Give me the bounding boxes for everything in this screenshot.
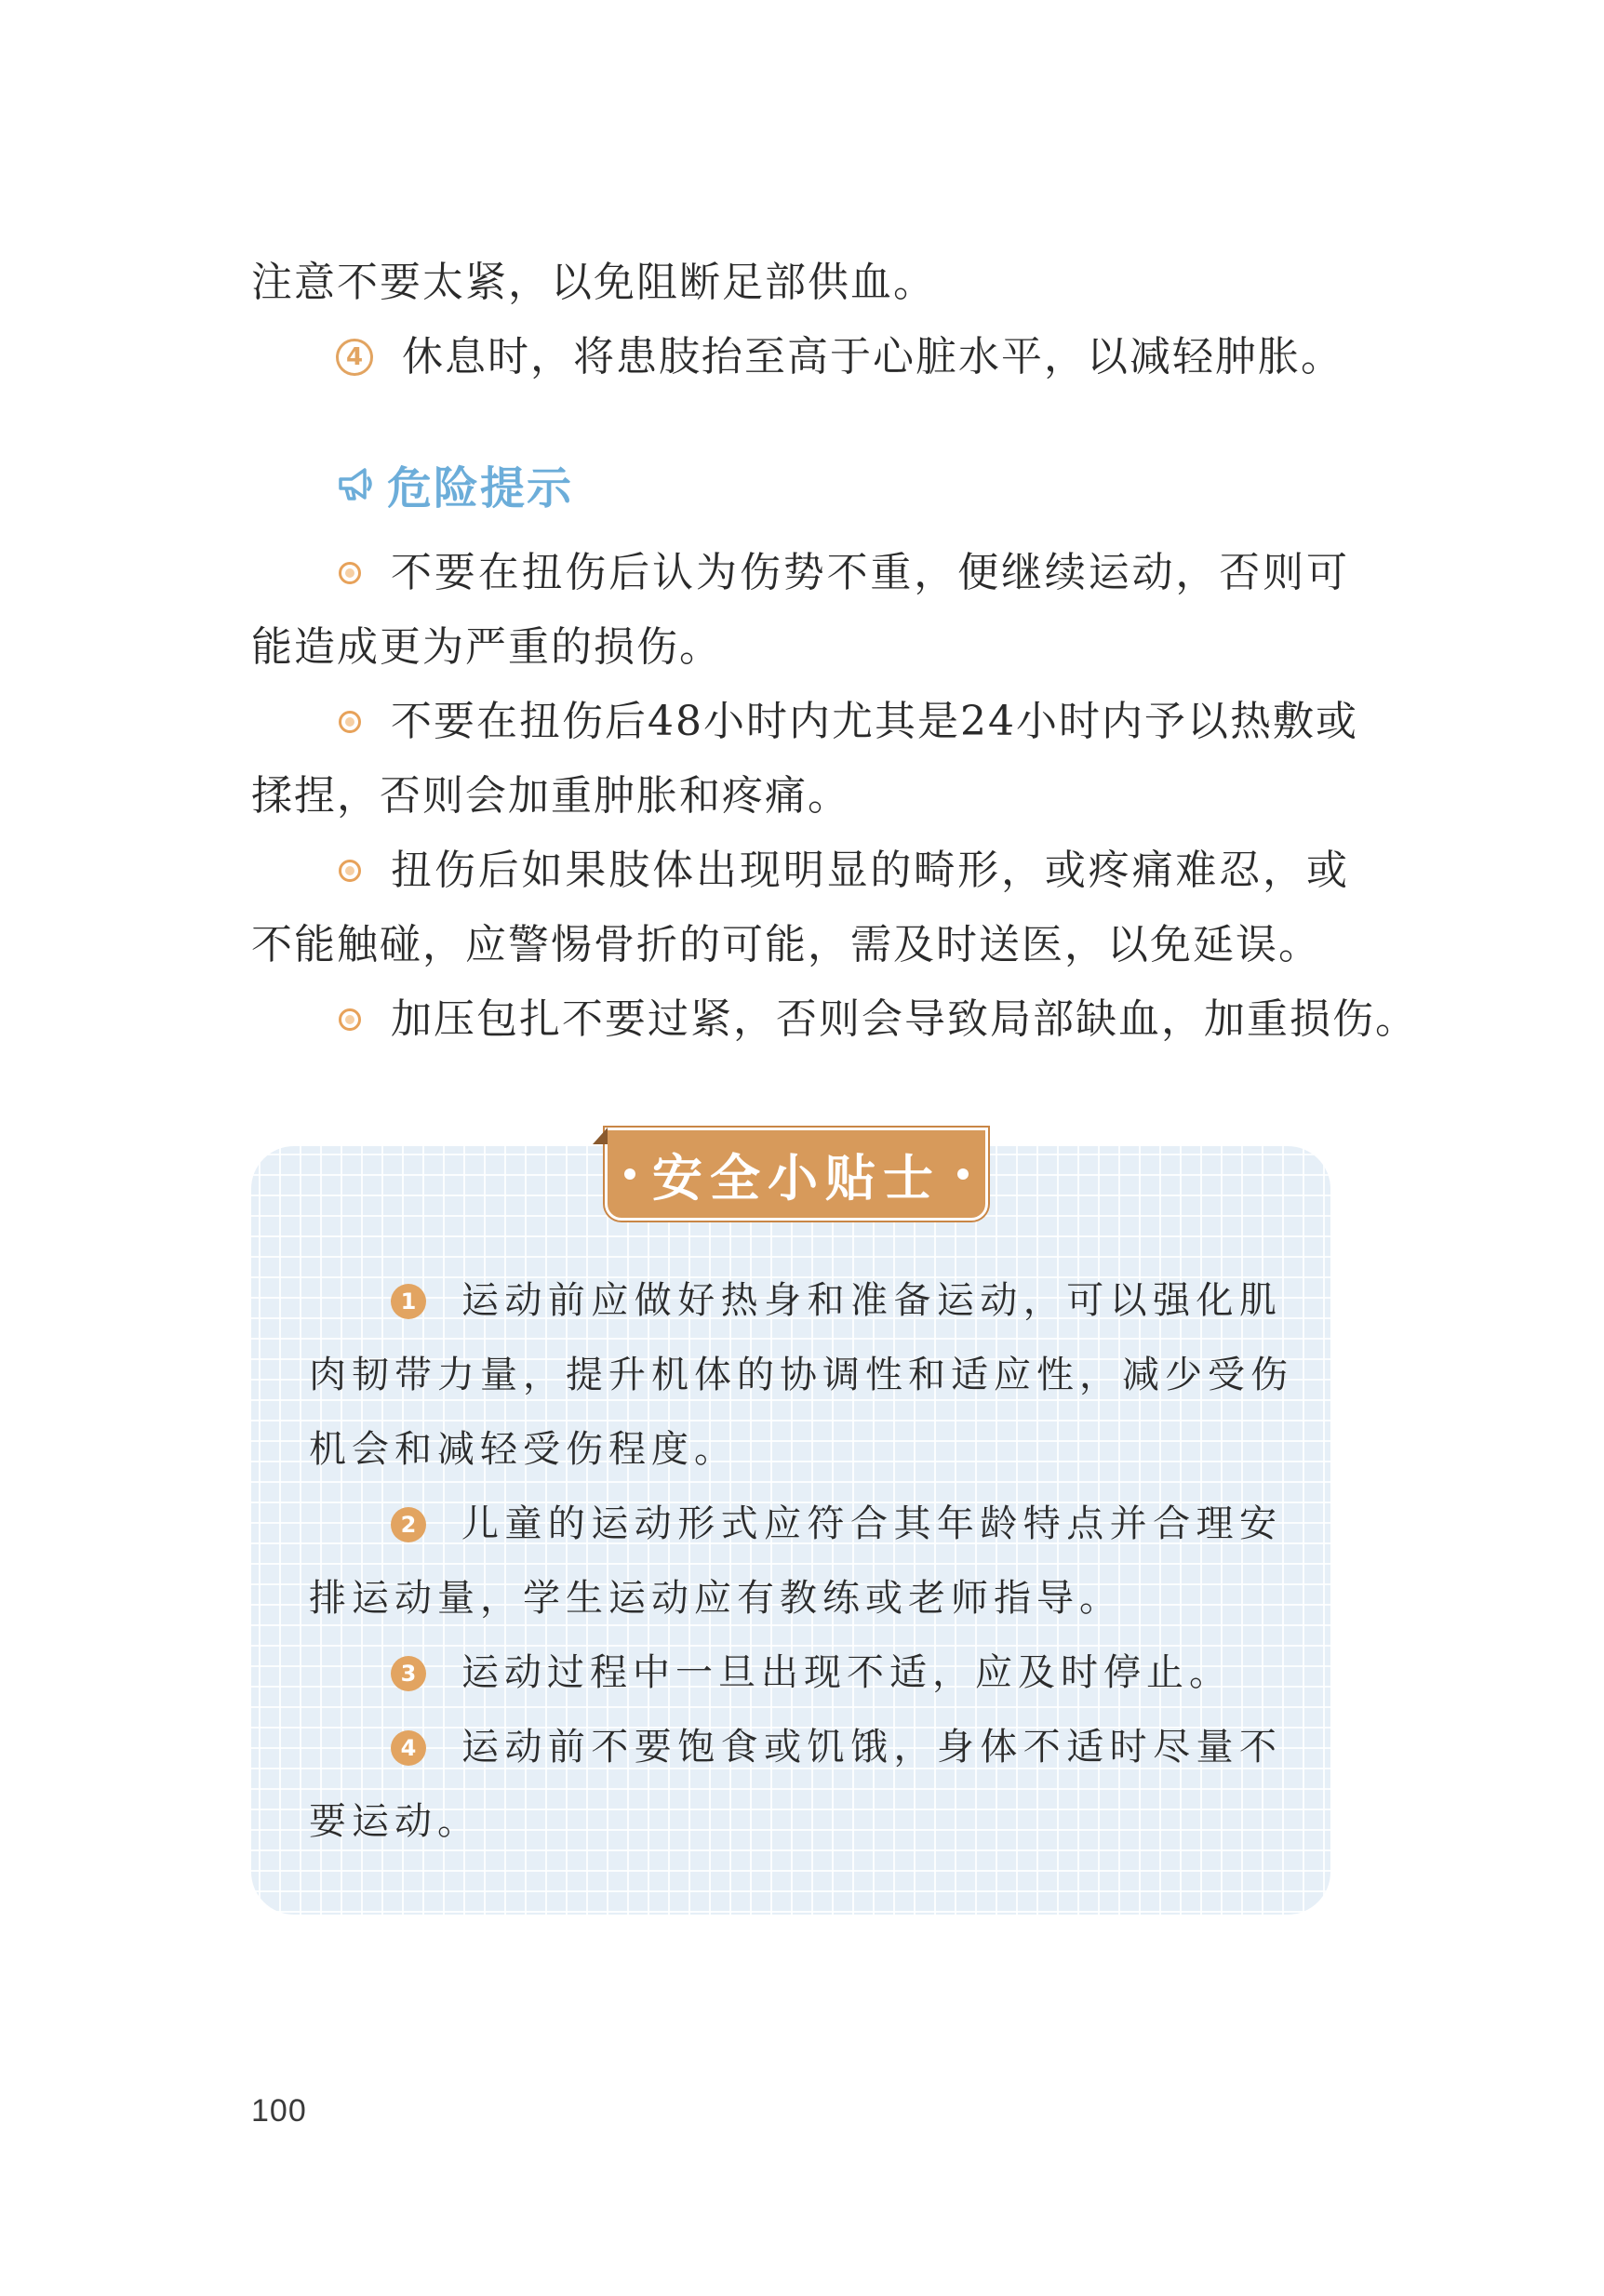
tip-number-4: 4 — [391, 1730, 426, 1766]
tip-1-line1: 运动前应做好热身和准备运动，可以强化肌 — [461, 1279, 1282, 1322]
tip-2-line1: 儿童的运动形式应符合其年龄特点并合理安 — [461, 1502, 1282, 1545]
page-number: 100 — [251, 2093, 307, 2129]
step-number-4: 4 — [336, 339, 373, 376]
tip-1-line3: 机会和减轻受伤程度。 — [309, 1428, 737, 1471]
banner-dot-left — [624, 1168, 635, 1180]
bullet-icon — [339, 711, 361, 733]
tip-2-line2: 排运动量，学生运动应有教练或老师指导。 — [309, 1577, 1122, 1620]
safety-tips-title: 安全小贴士 — [652, 1148, 941, 1208]
danger-item-1-line2: 能造成更为严重的损伤。 — [251, 623, 722, 671]
banner-dot-right — [957, 1168, 969, 1180]
tip-4-line1: 运动前不要饱食或饥饿，身体不适时尽量不 — [461, 1726, 1282, 1769]
megaphone-icon — [335, 463, 376, 504]
danger-item-1-line1: 不要在扭伤后认为伤势不重，便继续运动，否则可 — [391, 549, 1349, 596]
danger-section-title — [335, 454, 573, 514]
tip-1-line2: 肉韧带力量，提升机体的协调性和适应性，减少受伤 — [309, 1354, 1293, 1396]
banner-fold — [593, 1128, 608, 1144]
danger-item-3-line2: 不能触碰，应警惕骨折的可能，需及时送医，以免延误。 — [251, 921, 1321, 968]
bullet-icon — [339, 860, 361, 882]
danger-item-2-line1: 不要在扭伤后48小时内尤其是24小时内予以热敷或 — [391, 698, 1358, 745]
body-line-continuation: 注意不要太紧，以免阻断足部供血。 — [251, 259, 936, 306]
bullet-icon — [339, 562, 361, 584]
bullet-icon — [339, 1008, 361, 1031]
safety-tips-banner — [605, 1128, 988, 1221]
body-step4-text: 休息时，将患肢抬至高于心脏水平，以减轻肿胀。 — [402, 333, 1343, 380]
danger-item-4-line1: 加压包扎不要过紧，否则会导致局部缺血，加重损伤。 — [391, 995, 1418, 1043]
tip-4-line2: 要运动。 — [309, 1800, 480, 1843]
tip-number-3: 3 — [391, 1656, 426, 1691]
danger-item-3-line1: 扭伤后如果肢体出现明显的畸形，或疼痛难忍，或 — [391, 847, 1349, 894]
danger-item-2-line2: 揉捏，否则会加重肿胀和疼痛。 — [251, 772, 850, 820]
tip-number-1: 1 — [391, 1284, 426, 1319]
danger-title-label: 危险提示 — [387, 461, 574, 514]
tip-number-2: 2 — [391, 1507, 426, 1542]
tip-3-line1: 运动过程中一旦出现不适，应及时停止。 — [461, 1651, 1232, 1694]
